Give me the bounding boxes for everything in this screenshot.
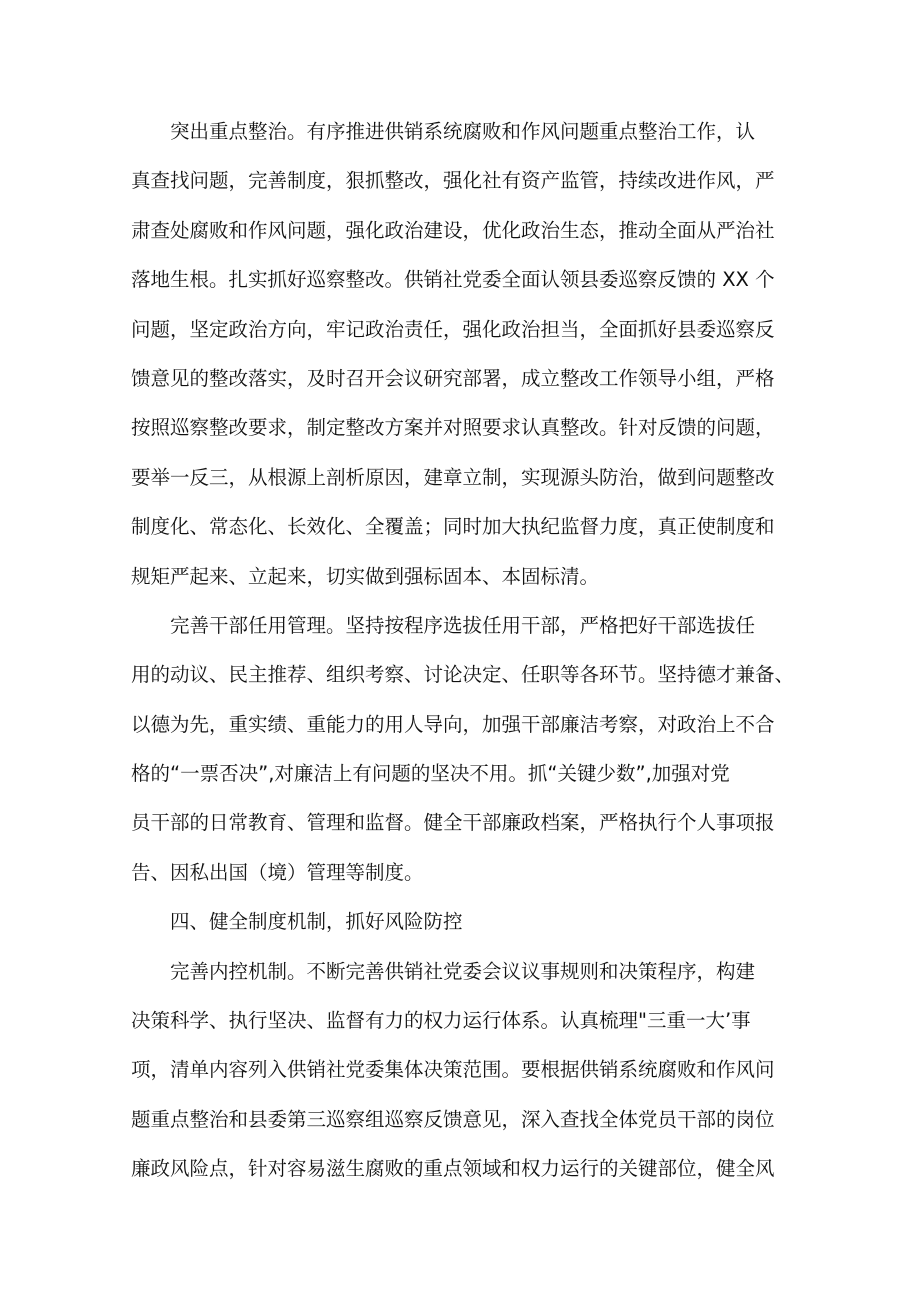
text-line: 肃查处腐败和作风问题，强化政治建设，优化政治生态，推动全面从严治社 — [131, 219, 775, 242]
text-line: 题重点整治和县委第三巡察组巡察反馈意见，深入查找全体党员干部的岗位 — [131, 1108, 775, 1131]
text-line: 规矩严起来、立起来，切实做到强标固本、本固标清。 — [131, 565, 600, 588]
text-line: 员干部的日常教育、管理和监督。健全干部廉政档案，严格执行个人事项报 — [131, 811, 775, 834]
text-line: 真查找问题，完善制度，狠抓整改，强化社有资产监管，持续改进作风，严 — [131, 169, 775, 192]
text-line: 廉政风险点，针对容易滋生腐败的重点领域和权力运行的关键部位，健全风 — [131, 1157, 775, 1180]
text-line: 项，清单内容列入供销社党委集体决策范围。要根据供销系统腐败和作风问 — [131, 1058, 775, 1081]
text-line: 完善干部任用管理。坚持按程序选拔任用干部，严格把好干部选拔任 — [131, 614, 756, 637]
text-line: 馈意见的整改落实，及时召开会议研究部署，成立整改工作领导小组，严格 — [131, 367, 775, 390]
text-line: 告、因私出国（境）管理等制度。 — [131, 861, 424, 884]
text-line: 要举一反三，从根源上剖析原因，建章立制，实现源头防治，做到问题整改 — [131, 466, 775, 489]
text-line: 决策科学、执行坚决、监督有力的权力运行体系。认真梳理"三重一大’事 — [131, 1009, 751, 1032]
text-line: 用的动议、民主推荐、组织考察、讨论决定、任职等各环节。坚持德才兼备、 — [131, 663, 795, 686]
text-line: 突出重点整治。有序推进供销系统腐败和作风问题重点整治工作，认 — [131, 120, 756, 143]
section-heading: 四、健全制度机制，抓好风险防控 — [131, 910, 463, 933]
text-line: 制度化、常态化、长效化、全覆盖；同时加大执纪监督力度，真正使制度和 — [131, 515, 775, 538]
text-line: 以德为先，重实绩、重能力的用人导向，加强干部廉洁考察，对政治上不合 — [131, 713, 775, 736]
text-line: 格的“一票否决”,对廉洁上有问题的坚决不用。抓“关键少数”,加强对党 — [131, 762, 730, 785]
text-line: 完善内控机制。不断完善供销社党委会议议事规则和决策程序，构建 — [131, 960, 756, 983]
text-line: 按照巡察整改要求，制定整改方案并对照要求认真整改。针对反馈的问题， — [131, 416, 775, 439]
text-line: 落地生根。扎实抓好巡察整改。供销社党委全面认领县委巡察反馈的 XX 个 — [131, 268, 775, 291]
text-line: 问题，坚定政治方向，牢记政治责任，强化政治担当，全面抓好县委巡察反 — [131, 318, 775, 341]
